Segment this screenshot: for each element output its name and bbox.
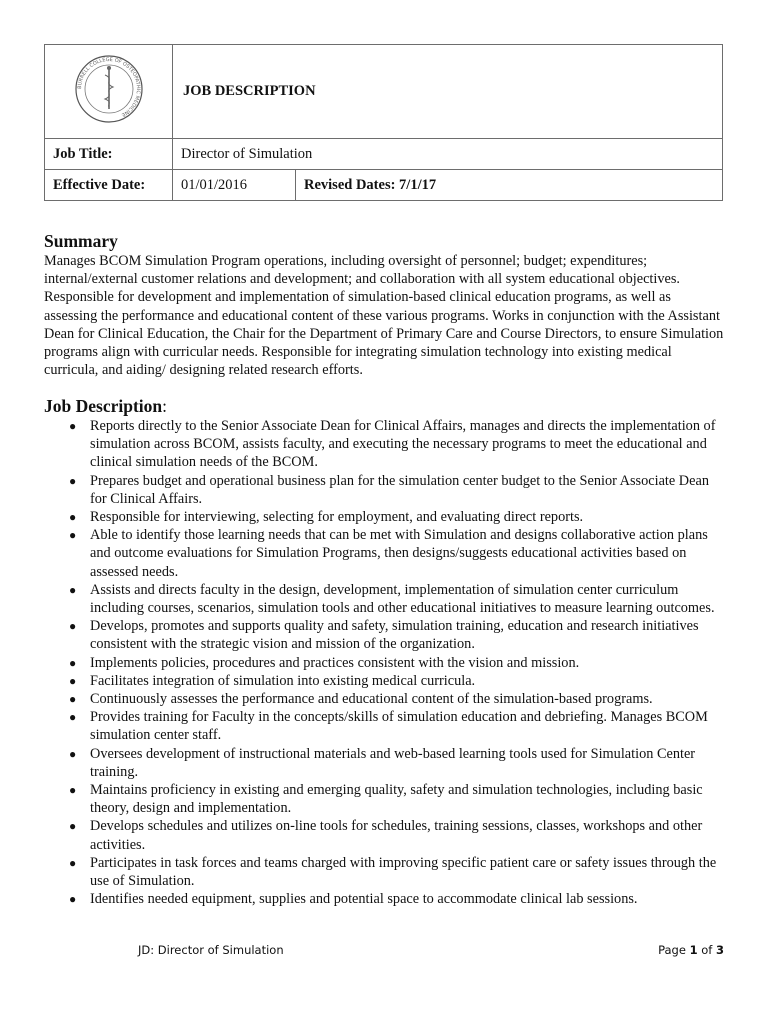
job-description-item-text: Participates in task forces and teams charged with improving specific patient care or safety issues through the use of Simulation. [90, 854, 717, 890]
logo-cell [45, 45, 173, 139]
job-description-item [44, 417, 726, 472]
job-description-heading-text: Job Description [44, 396, 163, 416]
bullet-icon: ● [69, 892, 77, 907]
bullet-icon: ● [69, 855, 77, 870]
page-of: of [697, 943, 716, 957]
job-description-item-text: Able to identify those learning needs that can be met with Simulation and designs collaborative action plans and outcome evaluations for Simulation Programs, then designs/suggests educational activities based on assessed needs. [90, 527, 708, 580]
job-description-item [44, 581, 726, 617]
bullet-icon: ● [69, 655, 77, 670]
effective-date-label: Effective Date: [45, 170, 173, 201]
page-current: 1 [689, 943, 698, 957]
job-description-item [44, 472, 726, 508]
job-description-item [44, 690, 726, 708]
job-description-item-text: Facilitates integration of simulation into existing medical curricula. [90, 672, 476, 689]
job-description-item-text: Responsible for interviewing, selecting for employment, and evaluating direct reports. [90, 509, 584, 526]
job-description-item [44, 617, 726, 653]
college-seal-logo [73, 53, 145, 125]
page-prefix: Page [658, 943, 690, 957]
effective-date-value: 01/01/2016 [173, 170, 296, 201]
bullet-icon: ● [69, 673, 77, 688]
footer-page-number [658, 943, 724, 957]
job-description-item [44, 781, 726, 817]
job-description-item-text: Maintains proficiency in existing and emerging quality, safety and simulation technologies, including basic theory, design and implementation. [90, 782, 703, 817]
job-description-item-text: Assists and directs faculty in the design, development, implementation of simulation center curriculum including courses, scenarios, simulation tools and other educational initiatives to measure learning outcomes. [90, 581, 715, 617]
bullet-icon: ● [69, 783, 77, 798]
summary-heading: Summary [44, 231, 118, 251]
job-description-item-text: Develops, promotes and supports quality and safety, simulation training, education and research initiatives consistent with the strategic vision and mission of the organization. [90, 618, 699, 653]
job-description-heading-colon: : [162, 396, 167, 416]
job-description-item-text: Provides training for Faculty in the concepts/skills of simulation education and debriefing. Manages BCOM simulation center staff. [90, 709, 708, 744]
bullet-icon: ● [69, 528, 77, 543]
bullet-icon: ● [69, 710, 77, 725]
footer-document-label: JD: Director of Simulation [138, 943, 284, 957]
bullet-icon: ● [69, 510, 77, 525]
job-description-item [44, 654, 726, 672]
job-description-heading [44, 396, 167, 417]
job-title-value: Director of Simulation [173, 139, 723, 170]
job-description-item [44, 890, 726, 908]
svg-text:BURRELL COLLEGE OF OSTEOPATHIC: BURRELL COLLEGE OF OSTEOPATHIC MEDICINE [76, 56, 141, 118]
bullet-icon: ● [69, 692, 77, 707]
job-description-item [44, 526, 726, 581]
bullet-icon: ● [69, 746, 77, 761]
header-table [44, 44, 723, 201]
job-description-item-text: Identifies needed equipment, supplies and potential space to accommodate clinical lab sessions. [90, 891, 638, 908]
job-description-item [44, 672, 726, 690]
job-description-item [44, 708, 726, 744]
job-description-item-text: Reports directly to the Senior Associate Dean for Clinical Affairs, manages and directs the implementation of simulation across BCOM, assists faculty, and executing the necessary programs to meet the educational and clinical simulation needs of the BCOM. [90, 418, 716, 471]
revised-dates: Revised Dates: 7/1/17 [296, 170, 723, 201]
job-description-item-text: Develops schedules and utilizes on-line tools for schedules, training sessions, classes, workshops and other activities. [90, 818, 703, 853]
job-description-item-text: Implements policies, procedures and practices consistent with the vision and mission. [90, 654, 580, 671]
bullet-icon: ● [69, 819, 77, 834]
page-total: 3 [715, 943, 724, 957]
bullet-icon: ● [69, 473, 77, 488]
summary-body: Manages BCOM Simulation Program operations, including oversight of personnel; budget; expenditures; internal/external customer relations and development; and collaboration with all system educational objectives. Responsible for development and implementation of simulation-based clinical education programs, as well as assessing the performance and educational content of these various programs. Works in conjunction with the Assistant Dean for Clinical Education, the Chair for the Department of Primary Care and Course Directors, to ensure Simulation programs align with curricular needs. Responsible for integrating simulation technology into existing medical curricula, and aiding/ designing related research efforts. [44, 253, 724, 379]
job-description-item [44, 854, 726, 890]
job-title-label: Job Title: [45, 139, 173, 170]
job-description-item [44, 508, 726, 526]
bullet-icon: ● [69, 619, 77, 634]
job-description-item [44, 817, 726, 853]
job-description-item [44, 745, 726, 781]
bullet-icon: ● [69, 582, 77, 597]
bullet-icon: ● [69, 419, 77, 433]
job-description-item-text: Prepares budget and operational business plan for the simulation center budget to the Senior Associate Dean for Clinical Affairs. [90, 472, 709, 507]
job-description-item-text: Oversees development of instructional materials and web-based learning tools used for Simulation Center training. [90, 745, 696, 780]
job-description-list [44, 417, 726, 908]
document-title: JOB DESCRIPTION [173, 45, 723, 139]
job-description-item-text: Continuously assesses the performance and educational content of the simulation-based programs. [90, 691, 653, 708]
